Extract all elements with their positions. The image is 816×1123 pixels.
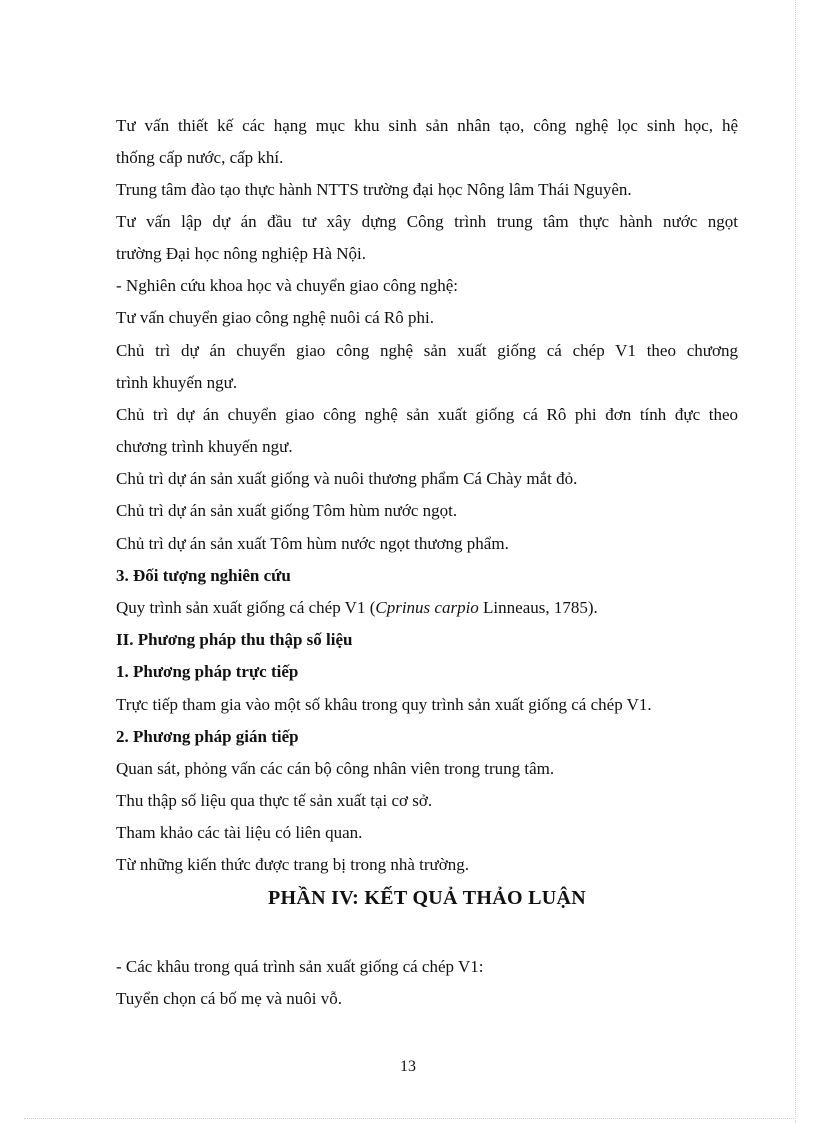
subheading-indirect-method: 2. Phương pháp gián tiếp	[116, 727, 299, 746]
paragraph-line: Chủ trì dự án sản xuất Tôm hùm nước ngọt thương phẩm.	[116, 534, 509, 553]
paragraph-line: Chủ trì dự án chuyển giao công nghệ sản xuất giống cá Rô phi đơn tính đực theo	[116, 405, 738, 424]
paragraph-line: Từ những kiến thức được trang bị trong nhà trường.	[116, 855, 469, 874]
paragraph-line: Thu thập số liệu qua thực tế sản xuất tại cơ sở.	[116, 791, 433, 810]
paragraph-line: thống cấp nước, cấp khí.	[116, 148, 284, 167]
paragraph-line: trình khuyến ngư.	[116, 373, 238, 392]
subheading-direct-method: 1. Phương pháp trực tiếp	[116, 662, 299, 681]
research-object-suffix: Linneaus, 1785).	[478, 598, 598, 617]
section-heading-research-object: 3. Đối tượng nghiên cứu	[116, 566, 291, 585]
page-border-right	[795, 0, 796, 1123]
part-title: PHẦN IV: KẾT QUẢ THẢO LUẬN	[267, 887, 587, 909]
paragraph-line: Tuyển chọn cá bố mẹ và nuôi vỗ.	[116, 989, 343, 1008]
list-heading: - Nghiên cứu khoa học và chuyển giao công nghệ:	[116, 276, 459, 295]
paragraph-line: Chủ trì dự án sản xuất giống Tôm hùm nước ngọt.	[116, 501, 458, 520]
research-object-prefix: Quy trình sản xuất giống cá chép V1 (	[116, 598, 376, 617]
paragraph-line: Tư vấn lập dự án đầu tư xây dựng Công trình trung tâm thực hành nước ngọt	[116, 212, 738, 231]
species-name: Cprinus carpio	[375, 598, 479, 617]
research-object-line	[116, 598, 738, 618]
paragraph-line: Trung tâm đào tạo thực hành NTTS trường đại học Nông lâm Thái Nguyên.	[116, 180, 632, 199]
paragraph-line: chương trình khuyến ngư.	[116, 437, 293, 456]
section-heading-data-collection: II. Phương pháp thu thập số liệu	[116, 630, 353, 649]
list-heading: - Các khâu trong quá trình sản xuất giống cá chép V1:	[116, 957, 484, 976]
paragraph-line: Trực tiếp tham gia vào một số khâu trong quy trình sản xuất giống cá chép V1.	[116, 695, 652, 714]
paragraph-line: Chủ trì dự án chuyển giao công nghệ sản xuất giống cá chép V1 theo chương	[116, 341, 738, 360]
page-number: 13	[400, 1058, 416, 1075]
paragraph-line: Chủ trì dự án sản xuất giống và nuôi thương phẩm Cá Chày mắt đỏ.	[116, 469, 578, 488]
paragraph-line: trường Đại học nông nghiệp Hà Nội.	[116, 244, 367, 263]
paragraph-line: Tham khảo các tài liệu có liên quan.	[116, 823, 363, 842]
paragraph-line: Quan sát, phỏng vấn các cán bộ công nhân viên trong trung tâm.	[116, 759, 555, 778]
paragraph-line: Tư vấn thiết kế các hạng mục khu sinh sản nhân tạo, công nghệ lọc sinh học, hệ	[116, 116, 738, 135]
paragraph-line: Tư vấn chuyển giao công nghệ nuôi cá Rô phi.	[116, 308, 434, 327]
page-border-bottom	[24, 1118, 794, 1119]
